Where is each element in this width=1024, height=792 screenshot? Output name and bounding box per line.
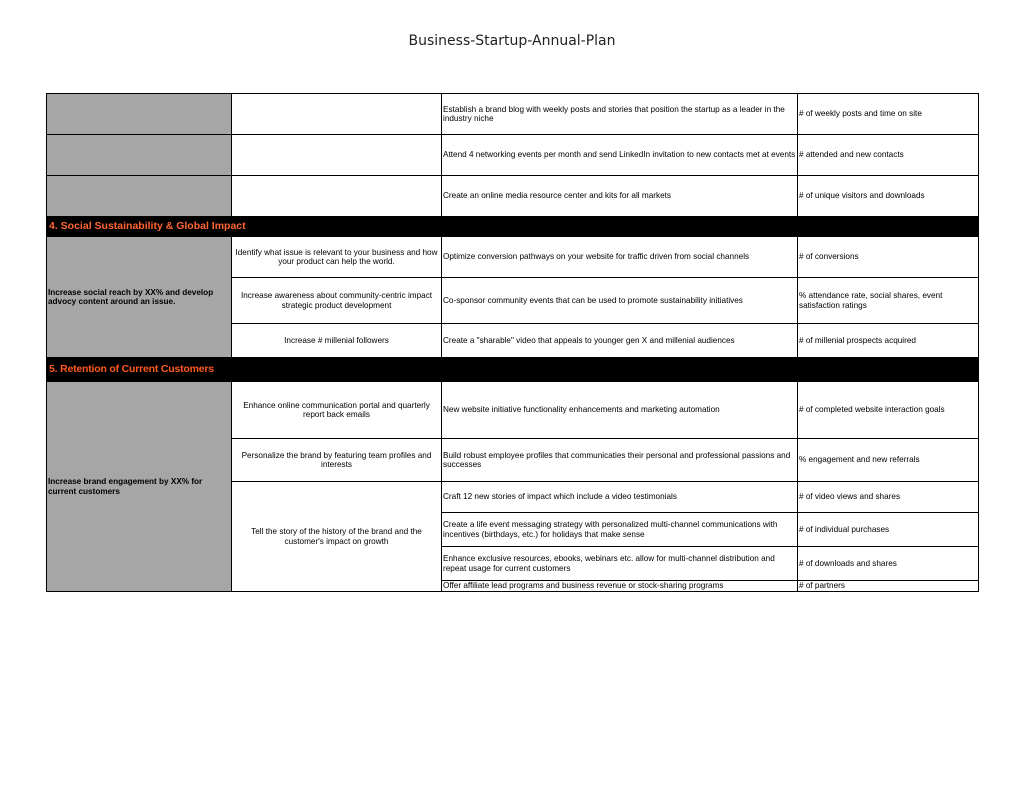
metric-cell: # of millenial prospects acquired <box>798 324 979 358</box>
action-cell: Build robust employee profiles that communicaties their personal and professional passions and successes <box>442 439 798 482</box>
metric-cell: # attended and new contacts <box>798 135 979 176</box>
table-row <box>47 135 979 176</box>
action-cell: Create a life event messaging strategy with personalized multi-channel communications with incentives (birthdays, etc.) for holidays that make sense <box>442 513 798 547</box>
section-header: 5. Retention of Current Customers <box>47 358 979 382</box>
plan-table <box>46 93 979 592</box>
tactic-cell: Identify what issue is relevant to your business and how your product can help the world. <box>232 237 442 278</box>
action-cell: Optimize conversion pathways on your website for traffic driven from social channels <box>442 237 798 278</box>
metric-cell: # of video views and shares <box>798 482 979 513</box>
objective-cell <box>47 135 232 176</box>
action-cell: Establish a brand blog with weekly posts and stories that position the startup as a leader in the industry niche <box>442 94 798 135</box>
tactic-cell: Enhance online communication portal and quarterly report back emails <box>232 382 442 439</box>
tactic-cell: Tell the story of the history of the brand and the customer's impact on growth <box>232 482 442 592</box>
metric-cell: # of individual purchases <box>798 513 979 547</box>
objective-cell: Increase brand engagement by XX% for current customers <box>47 382 232 592</box>
page-title: Business-Startup-Annual-Plan <box>408 33 616 49</box>
action-cell: Craft 12 new stories of impact which include a video testimonials <box>442 482 798 513</box>
action-cell: Co-sponsor community events that can be used to promote sustainability initiatives <box>442 278 798 324</box>
tactic-cell: Increase awareness about community-centric impact strategic product development <box>232 278 442 324</box>
section-header-row <box>47 358 979 382</box>
objective-cell <box>47 176 232 217</box>
action-cell: Create a "sharable" video that appeals to younger gen X and millenial audiences <box>442 324 798 358</box>
section-header-row <box>47 217 979 237</box>
objective-cell: Increase social reach by XX% and develop advocy content around an issue. <box>47 237 232 358</box>
action-cell: Create an online media resource center and kits for all markets <box>442 176 798 217</box>
objective-cell <box>47 94 232 135</box>
table-row <box>47 382 979 439</box>
metric-cell: % engagement and new referrals <box>798 439 979 482</box>
tactic-cell <box>232 94 442 135</box>
tactic-cell: Increase # millenial followers <box>232 324 442 358</box>
metric-cell: % attendance rate, social shares, event satisfaction ratings <box>798 278 979 324</box>
table-row <box>47 237 979 278</box>
table-row <box>47 176 979 217</box>
metric-cell: # of completed website interaction goals <box>798 382 979 439</box>
tactic-cell <box>232 176 442 217</box>
tactic-cell <box>232 135 442 176</box>
action-cell: Enhance exclusive resources, ebooks, webinars etc. allow for multi-channel distribution and repeat usage for current customers <box>442 547 798 581</box>
action-cell: Attend 4 networking events per month and send LinkedIn invitation to new contacts met at events <box>442 135 798 176</box>
metric-cell: # of unique visitors and downloads <box>798 176 979 217</box>
action-cell: New website initiative functionality enhancements and marketing automation <box>442 382 798 439</box>
section-header: 4. Social Sustainability & Global Impact <box>47 217 979 237</box>
table-row <box>47 94 979 135</box>
metric-cell: # of conversions <box>798 237 979 278</box>
metric-cell: # of weekly posts and time on site <box>798 94 979 135</box>
metric-cell: # of downloads and shares <box>798 547 979 581</box>
tactic-cell: Personalize the brand by featuring team profiles and interests <box>232 439 442 482</box>
metric-cell: # of partners <box>798 581 979 592</box>
action-cell: Offer affiliate lead programs and business revenue or stock-sharing programs <box>442 581 798 592</box>
